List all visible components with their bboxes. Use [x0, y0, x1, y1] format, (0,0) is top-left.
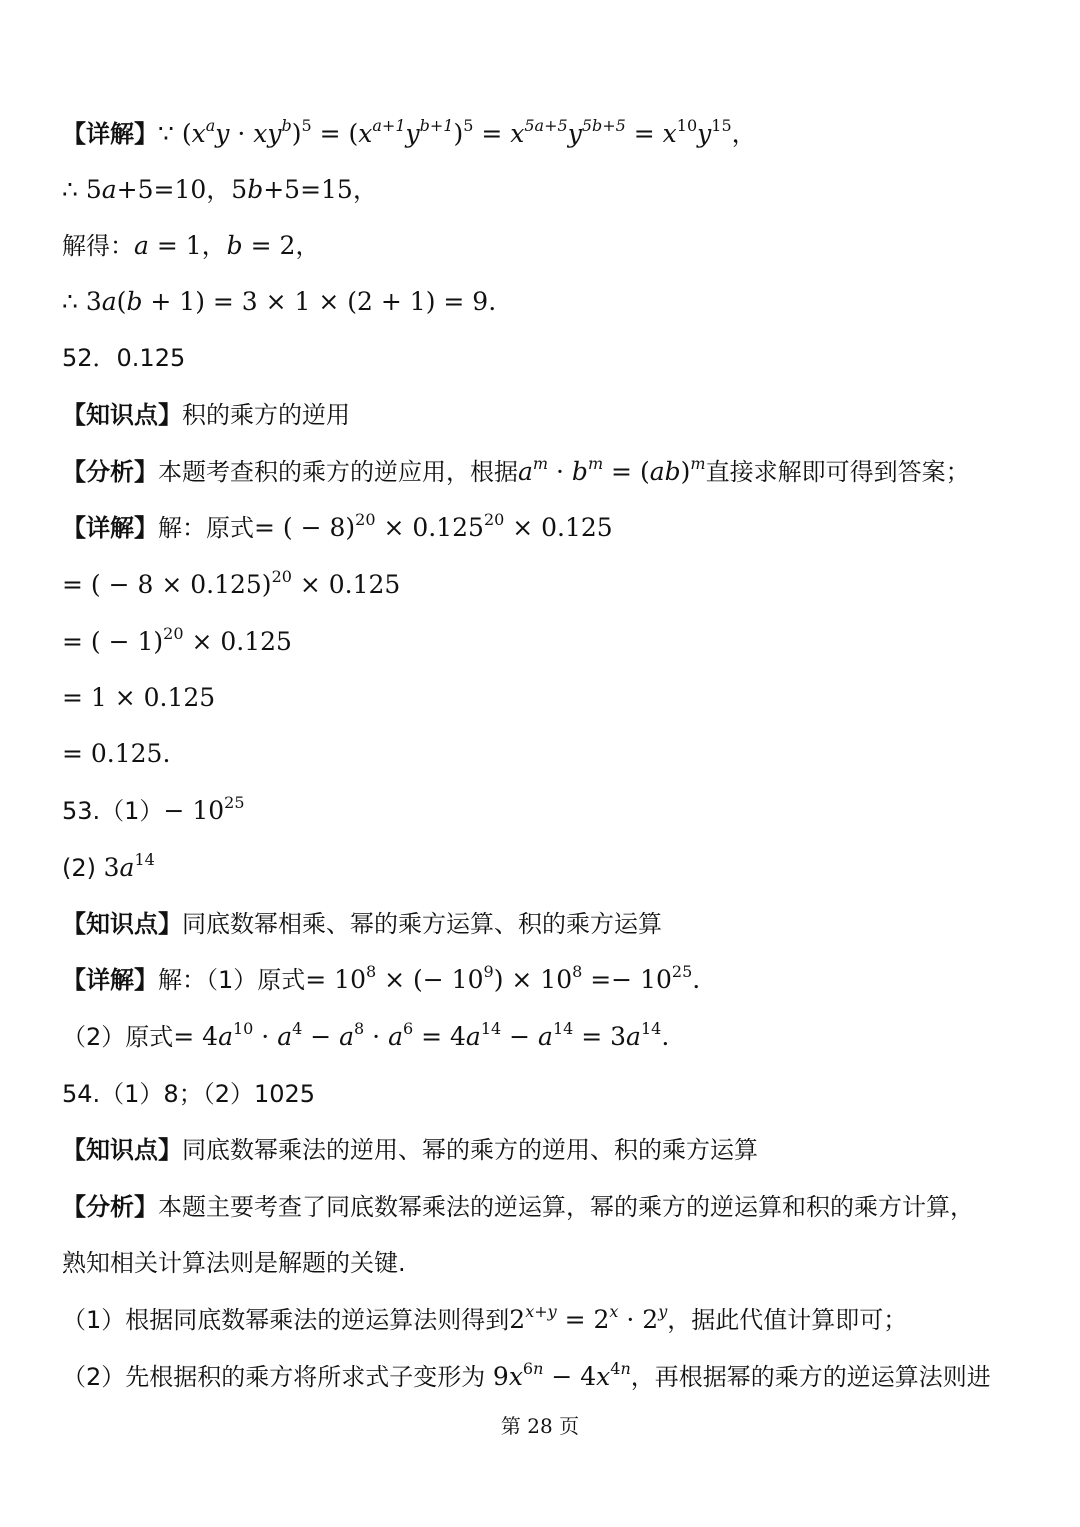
line-12: = 0.125.: [62, 739, 171, 768]
line-1: 【详解】∵ $(x^ay \cdot xy^b)^5 = (x^{a+1}y^{b+1})^5 = x^{5a+5}y^{5b+5} = x^{10}y^{15}$，: [62, 115, 757, 148]
line-14: (2) $3a^{14}$: [62, 849, 155, 882]
line-9: = ( − 8 × 0.125)$^{20}$ × 0.125: [62, 566, 401, 599]
line-3: 解得：a = 1，b = 2，: [62, 231, 321, 260]
line-17: （2）原式= $4a^{10} \cdot a^4 - a^8 \cdot a^6 = 4a^{14} - a^{14} = 3a^{14}$.: [62, 1018, 670, 1051]
line-2: ∴ 5a+5=10，5b+5=15，: [62, 175, 378, 204]
line-6: 【知识点】积的乘方的逆用: [62, 401, 350, 429]
line-19: 【知识点】同底数幂乘法的逆用、幂的乘方的逆用、积的乘方运算: [62, 1136, 758, 1164]
line-16: 【详解】解：（1）原式= $10^8$ × (− $10^9) \times 10^8 =- 10^{25}$.: [62, 961, 701, 994]
line-11: = 1 × 0.125: [62, 683, 216, 712]
formula-detail-1: ∵ $(x^ay \cdot xy^b)^5 = (x^{a+1}y^{b+1})^5 = x^{5a+5}y^{5b+5} = x^{10}y^{15}$，: [158, 115, 757, 148]
line-4: ∴ 3a(b + 1) = 3 × 1 × (2 + 1) = 9.: [62, 287, 497, 316]
line-21: 熟知相关计算法则是解题的关键.: [62, 1249, 406, 1277]
line-8: 【详解】解：原式= ( − $8)^{20} \times 0.125^{20} \times 0.125$: [62, 509, 613, 542]
line-20: 【分析】本题主要考查了同底数幂乘法的逆运算，幂的乘方的逆运算和积的乘方计算，: [62, 1193, 974, 1221]
line-23: （2）先根据积的乘方将所求式子变形为 $9x^{6n} - 4x^{4n}$，再根据幂的乘方的逆运算法则进: [62, 1358, 991, 1391]
line-22: （1）根据同底数幂乘法的逆运算法则得到$2^{x+y} = 2^x \cdot 2^y$，据此代值计算即可；: [62, 1301, 908, 1334]
page-number: 第 28 页: [500, 1414, 580, 1438]
line-10: = ( − 1)$^{20}$ × 0.125: [62, 623, 292, 656]
line-18: 54.（1）8；（2）1025: [62, 1080, 316, 1108]
line-5: 52．0.125: [62, 344, 186, 372]
line-7: 【分析】本题考查积的乘方的逆应用，根据$a^m \cdot b^m = (ab)^m$直接求解即可得到答案；: [62, 453, 970, 486]
line-13: $53.(1)- 10^{25}$: [62, 792, 245, 825]
line-15: 【知识点】同底数幂相乘、幂的乘方运算、积的乘方运算: [62, 910, 662, 938]
